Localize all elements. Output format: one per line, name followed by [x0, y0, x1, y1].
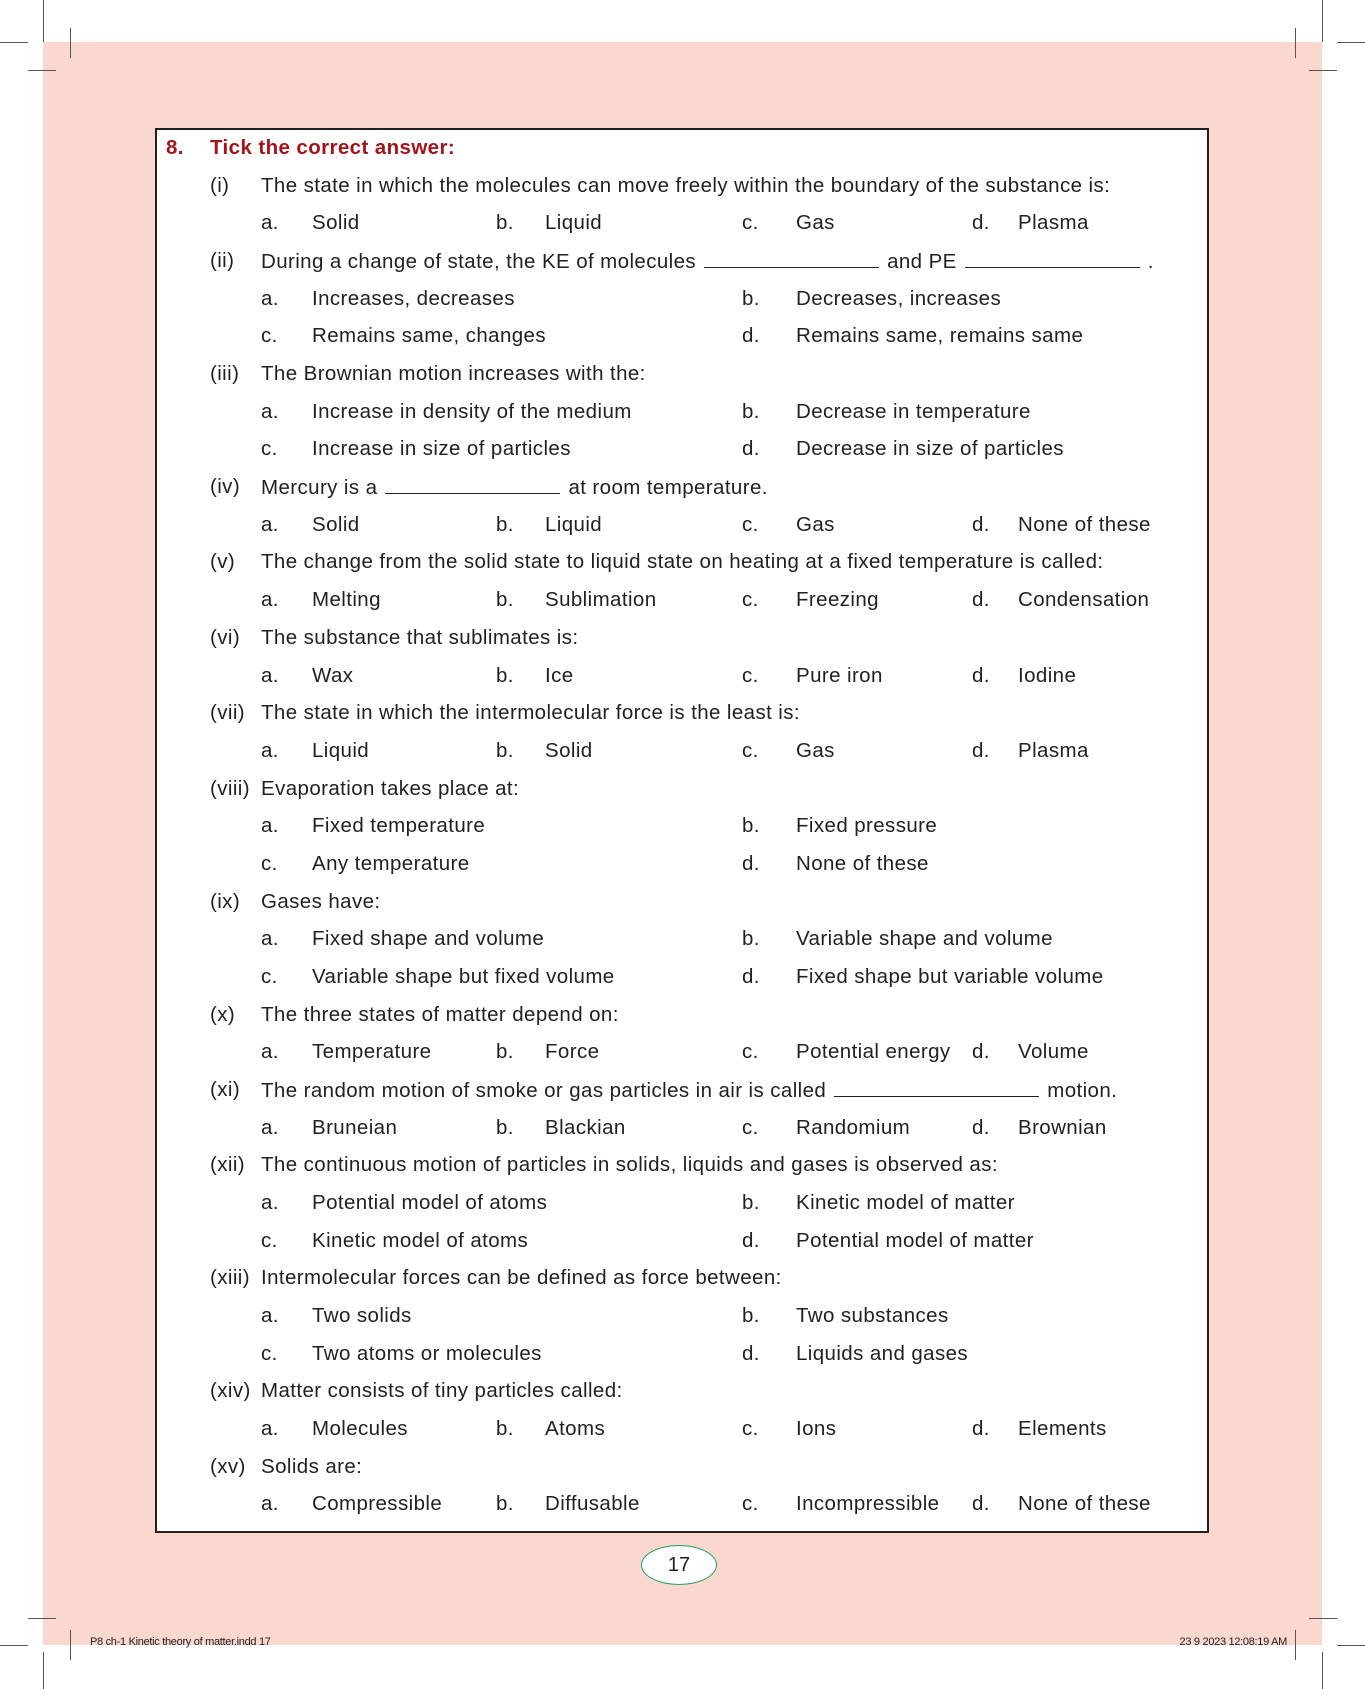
option-label[interactable]: c.: [261, 1341, 278, 1365]
option-b[interactable]: Force: [545, 1040, 600, 1064]
option-label[interactable]: d.: [972, 738, 990, 762]
question-text: [261, 626, 578, 650]
question-label: (xiii): [210, 1266, 250, 1290]
crop-mark: [0, 1645, 28, 1646]
option-a[interactable]: Melting: [312, 588, 381, 612]
option-label[interactable]: c.: [742, 1115, 759, 1139]
option-b[interactable]: Solid: [545, 738, 593, 762]
answer-blank: [834, 1078, 1039, 1097]
question-text-part: Solids are:: [261, 1454, 363, 1478]
option-label[interactable]: d.: [972, 663, 990, 687]
question-label: (ii): [210, 249, 235, 273]
question-text-part: Intermolecular forces can be defined as force between:: [261, 1266, 782, 1290]
option-label[interactable]: b.: [742, 814, 760, 838]
option-c[interactable]: Freezing: [796, 588, 879, 612]
option-label[interactable]: b.: [496, 1492, 514, 1516]
option-d[interactable]: Plasma: [1018, 211, 1089, 235]
option-label[interactable]: d.: [742, 1341, 760, 1365]
crop-mark: [1337, 42, 1365, 43]
option-label[interactable]: c.: [261, 964, 278, 988]
option-label[interactable]: c.: [742, 1040, 759, 1064]
option-b[interactable]: Decreases, increases: [796, 286, 1002, 310]
question-text-part: Mercury is a: [261, 476, 378, 500]
option-b[interactable]: Sublimation: [545, 588, 657, 612]
question-text: [261, 1455, 362, 1479]
option-label[interactable]: b.: [496, 512, 514, 536]
option-label[interactable]: c.: [742, 1492, 759, 1516]
crop-mark: [1337, 1645, 1365, 1646]
option-label[interactable]: b.: [742, 286, 760, 310]
option-c[interactable]: Two atoms or molecules: [312, 1341, 542, 1365]
option-a[interactable]: Solid: [312, 211, 360, 235]
option-label[interactable]: a.: [261, 1040, 279, 1064]
option-d[interactable]: Remains same, remains same: [796, 324, 1084, 348]
option-c[interactable]: Randomium: [796, 1115, 911, 1139]
option-label[interactable]: a.: [261, 1304, 279, 1328]
question-text-part: .: [1147, 250, 1154, 274]
option-label[interactable]: d.: [742, 1228, 760, 1252]
question-text-part: Gases have:: [261, 889, 381, 913]
option-label[interactable]: b.: [496, 588, 514, 612]
crop-mark: [1309, 1618, 1337, 1619]
question-label: (i): [210, 173, 230, 197]
option-c[interactable]: Gas: [796, 211, 835, 235]
question-text: [261, 362, 646, 386]
option-d[interactable]: None of these: [1018, 512, 1151, 536]
question-label: (vi): [210, 625, 241, 649]
option-label[interactable]: c.: [742, 512, 759, 536]
question-text-part: Evaporation takes place at:: [261, 776, 520, 800]
footer-file-name: P8 ch-1 Kinetic theory of matter.indd 17: [90, 1636, 271, 1648]
question-text: [261, 701, 800, 725]
option-a[interactable]: Molecules: [312, 1417, 408, 1441]
crop-mark: [70, 1630, 71, 1660]
option-label[interactable]: a.: [261, 1492, 279, 1516]
option-a[interactable]: Liquid: [312, 738, 370, 762]
option-label[interactable]: a.: [261, 663, 279, 687]
option-label[interactable]: b.: [496, 211, 514, 235]
option-a[interactable]: Wax: [312, 663, 354, 687]
option-d[interactable]: None of these: [1018, 1492, 1151, 1516]
option-label[interactable]: a.: [261, 1417, 279, 1441]
option-a[interactable]: Increases, decreases: [312, 286, 515, 310]
option-label[interactable]: c.: [261, 851, 278, 875]
option-a[interactable]: Increase in density of the medium: [312, 399, 632, 423]
option-a[interactable]: Solid: [312, 512, 360, 536]
question-text-part: at room temperature.: [568, 476, 768, 500]
option-label[interactable]: b.: [496, 1115, 514, 1139]
question-label: (viii): [210, 776, 250, 800]
option-label[interactable]: b.: [742, 1304, 760, 1328]
question-label: (xii): [210, 1153, 246, 1177]
question-text: [261, 1078, 1117, 1103]
question-text: [261, 1003, 619, 1027]
option-c[interactable]: Pure iron: [796, 663, 883, 687]
option-label[interactable]: c.: [742, 588, 759, 612]
option-label[interactable]: c.: [742, 738, 759, 762]
question-text: [261, 1379, 623, 1403]
option-d[interactable]: Brownian: [1018, 1115, 1107, 1139]
question-text: [261, 777, 519, 801]
question-text: [261, 174, 1110, 198]
question-text-part: During a change of state, the KE of molecules: [261, 250, 697, 274]
option-b[interactable]: Atoms: [545, 1417, 606, 1441]
page-number: 17: [641, 1545, 717, 1585]
option-label[interactable]: d.: [972, 512, 990, 536]
option-d[interactable]: Plasma: [1018, 738, 1089, 762]
question-label: (xv): [210, 1454, 246, 1478]
question-text: [261, 249, 1154, 274]
option-label[interactable]: a.: [261, 1191, 279, 1215]
option-label[interactable]: c.: [261, 1228, 278, 1252]
question-text-part: The substance that sublimates is:: [261, 625, 579, 649]
crop-mark: [1322, 1652, 1323, 1689]
option-label[interactable]: a.: [261, 1115, 279, 1139]
question-text: [261, 890, 381, 914]
section-title: Tick the correct answer:: [210, 136, 456, 159]
question-text: [261, 550, 1103, 574]
option-label[interactable]: a.: [261, 588, 279, 612]
answer-blank: [965, 249, 1140, 268]
footer-timestamp: 23 9 2023 12:08:19 AM: [1179, 1636, 1287, 1648]
crop-mark: [0, 42, 28, 43]
question-text-part: The three states of matter depend on:: [261, 1002, 619, 1026]
option-label[interactable]: a.: [261, 927, 279, 951]
question-label: (xiv): [210, 1379, 251, 1403]
question-text-part: The random motion of smoke or gas particles in air is called: [261, 1079, 827, 1102]
option-c[interactable]: Increase in size of particles: [312, 437, 571, 461]
option-d[interactable]: Volume: [1018, 1040, 1089, 1064]
option-label[interactable]: d.: [972, 1115, 990, 1139]
crop-mark: [1295, 28, 1296, 58]
crop-mark: [43, 0, 44, 42]
option-d[interactable]: Elements: [1018, 1417, 1107, 1441]
option-c[interactable]: Incompressible: [796, 1492, 940, 1516]
option-b[interactable]: Variable shape and volume: [796, 927, 1053, 951]
option-b[interactable]: Ice: [545, 663, 574, 687]
option-d[interactable]: Decrease in size of particles: [796, 437, 1064, 461]
option-b[interactable]: Liquid: [545, 211, 603, 235]
option-d[interactable]: None of these: [796, 851, 929, 875]
option-label[interactable]: c.: [742, 663, 759, 687]
option-label[interactable]: a.: [261, 814, 279, 838]
option-d[interactable]: Fixed shape but variable volume: [796, 964, 1104, 988]
option-label[interactable]: d.: [972, 1492, 990, 1516]
question-label: (vii): [210, 701, 246, 725]
option-label[interactable]: b.: [496, 1417, 514, 1441]
option-label[interactable]: b.: [742, 927, 760, 951]
crop-mark: [70, 28, 71, 58]
question-label: (iv): [210, 475, 241, 499]
option-c[interactable]: Any temperature: [312, 851, 470, 875]
option-b[interactable]: Liquid: [545, 512, 603, 536]
crop-mark: [28, 1618, 56, 1619]
option-a[interactable]: Temperature: [312, 1040, 432, 1064]
option-label[interactable]: c.: [261, 324, 278, 348]
question-text: [261, 1153, 998, 1177]
option-label[interactable]: d.: [972, 588, 990, 612]
option-label[interactable]: b.: [496, 738, 514, 762]
option-label[interactable]: b.: [742, 1191, 760, 1215]
question-text-part: and PE: [887, 250, 957, 274]
option-b[interactable]: Kinetic model of matter: [796, 1191, 1015, 1215]
question-label: (x): [210, 1002, 236, 1026]
option-c[interactable]: Gas: [796, 738, 835, 762]
crop-mark: [1309, 70, 1337, 71]
question-label: (ix): [210, 889, 241, 913]
option-label[interactable]: a.: [261, 286, 279, 310]
option-label[interactable]: c.: [261, 437, 278, 461]
option-c[interactable]: Gas: [796, 512, 835, 536]
question-text-part: The Brownian motion increases with the:: [261, 362, 646, 386]
option-a[interactable]: Two solids: [312, 1304, 412, 1328]
option-label[interactable]: d.: [742, 964, 760, 988]
question-text: [261, 475, 768, 500]
option-c[interactable]: Remains same, changes: [312, 324, 547, 348]
option-label[interactable]: b.: [496, 1040, 514, 1064]
question-text-part: The continuous motion of particles in solids, liquids and gases is observed as:: [261, 1153, 998, 1177]
crop-mark: [43, 1652, 44, 1689]
option-label[interactable]: d.: [972, 1417, 990, 1441]
option-a[interactable]: Fixed temperature: [312, 814, 486, 838]
option-d[interactable]: Potential model of matter: [796, 1228, 1034, 1252]
question-text-part: The state in which the molecules can move freely within the boundary of the substance is:: [261, 173, 1111, 197]
option-label[interactable]: b.: [496, 663, 514, 687]
option-label[interactable]: a.: [261, 512, 279, 536]
answer-blank: [704, 249, 879, 268]
option-c[interactable]: Variable shape but fixed volume: [312, 964, 615, 988]
option-a[interactable]: Potential model of atoms: [312, 1191, 548, 1215]
question-label: (iii): [210, 362, 240, 386]
question-number: 8.: [166, 136, 184, 159]
option-b[interactable]: Diffusable: [545, 1492, 640, 1516]
question-text-part: The state in which the intermolecular force is the least is:: [261, 701, 801, 725]
answer-blank: [385, 475, 560, 494]
crop-mark: [1295, 1630, 1296, 1660]
question-text-part: motion.: [1047, 1079, 1118, 1102]
option-label[interactable]: d.: [742, 324, 760, 348]
crop-mark: [28, 70, 56, 71]
option-d[interactable]: Iodine: [1018, 663, 1077, 687]
question-label: (xi): [210, 1078, 241, 1101]
option-a[interactable]: Fixed shape and volume: [312, 927, 545, 951]
option-label[interactable]: c.: [742, 211, 759, 235]
option-label[interactable]: a.: [261, 399, 279, 423]
option-b[interactable]: Decrease in temperature: [796, 399, 1031, 423]
option-d[interactable]: Liquids and gases: [796, 1341, 969, 1365]
option-a[interactable]: Bruneian: [312, 1115, 398, 1139]
option-label[interactable]: d.: [742, 851, 760, 875]
option-label[interactable]: d.: [742, 437, 760, 461]
question-text: [261, 1266, 782, 1290]
option-label[interactable]: a.: [261, 211, 279, 235]
crop-mark: [1322, 0, 1323, 42]
option-c[interactable]: Kinetic model of atoms: [312, 1228, 529, 1252]
question-label: (v): [210, 550, 236, 574]
option-a[interactable]: Compressible: [312, 1492, 443, 1516]
option-label[interactable]: b.: [742, 399, 760, 423]
option-label[interactable]: d.: [972, 211, 990, 235]
option-label[interactable]: c.: [742, 1417, 759, 1441]
question-text-part: The change from the solid state to liquid state on heating at a fixed temperature is called:: [261, 550, 1104, 574]
option-c[interactable]: Potential energy: [796, 1040, 951, 1064]
option-b[interactable]: Blackian: [545, 1115, 626, 1139]
option-b[interactable]: Fixed pressure: [796, 814, 938, 838]
option-b[interactable]: Two substances: [796, 1304, 949, 1328]
option-d[interactable]: Condensation: [1018, 588, 1150, 612]
option-label[interactable]: a.: [261, 738, 279, 762]
option-label[interactable]: d.: [972, 1040, 990, 1064]
option-c[interactable]: Ions: [796, 1417, 837, 1441]
question-text-part: Matter consists of tiny particles called:: [261, 1379, 623, 1403]
